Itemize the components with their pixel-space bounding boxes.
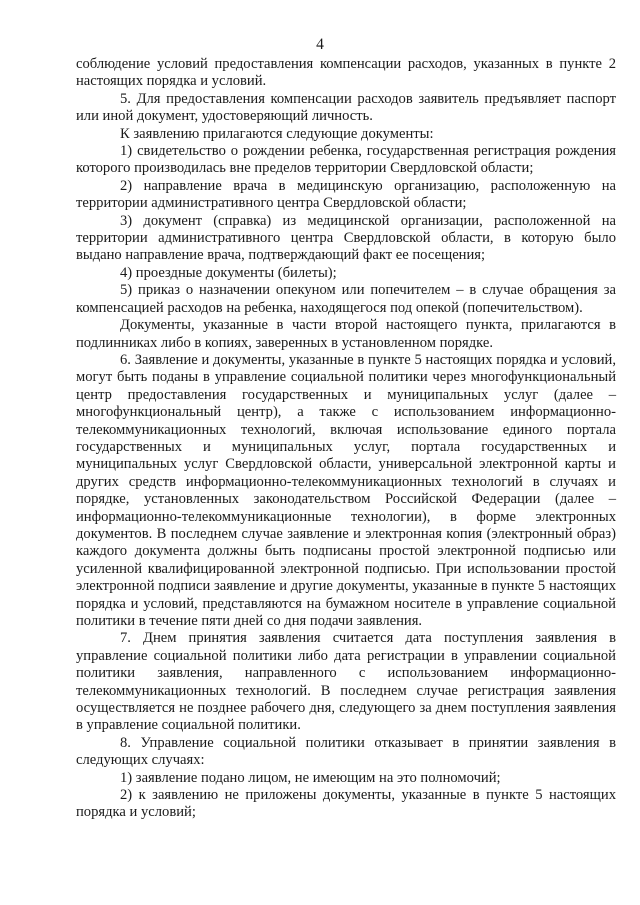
page-number: 4 xyxy=(316,36,324,53)
list-item: 2) направление врача в медицинскую организацию, расположенную на территории административного центра Свердловской области; xyxy=(76,177,616,212)
paragraph: 6. Заявление и документы, указанные в пункте 5 настоящих порядка и условий, могут быть поданы в управление социальной политики через многофункциональный центр предоставления государственных и муниципальных услуг (далее – многофункциональный центр), а также с использованием информационно-телекоммуникационных технологий, включая использование единого портала государственных и муниципальных услуг, портала государственных и муниципальных услуг Свердловской области, универсальной электронной карты и других средств информационно-телекоммуникационных технологий в случаях и порядке, установленных законодательством Российской Федерации (далее – информационно-телекоммуникационные технологии), в форме электронных документов. В последнем случае заявление и электронная копия (электронный образ) каждого документа должны быть подписаны простой электронной подписью или усиленной квалифицированной электронной подписью. При использовании простой электронной подписи заявление и другие документы, указанные в пункте 5 настоящих порядка и условий, представляются на бумажном носителе в управление социальной политики в течение пяти дней со дня подачи заявления. xyxy=(76,351,616,629)
paragraph: Документы, указанные в части второй настоящего пункта, прилагаются в подлинниках либо в копиях, заверенных в установленном порядке. xyxy=(76,317,616,351)
paragraph: К заявлению прилагаются следующие документы: xyxy=(120,125,434,142)
list-item: 4) проездные документы (билеты); xyxy=(120,264,337,281)
list-item: 1) свидетельство о рождении ребенка, государственная регистрация рождения которого производилась вне пределов территории Свердловской области; xyxy=(76,143,616,177)
list-item: 5) приказ о назначении опекуном или попечителем – в случае обращения за компенсацией расходов на ребенка, находящегося под опекой (попечительством). xyxy=(76,282,616,316)
paragraph: 7. Днем принятия заявления считается дата поступления заявления в управление социальной политики либо дата регистрации в управлении социальной политики заявления, направленного с использованием информационно-телекоммуникационных технологий. В последнем случае регистрация заявления осуществляется не позднее рабочего дня, следующего за днем поступления заявления в управление социальной политики. xyxy=(76,630,616,734)
paragraph: 5. Для предоставления компенсации расходов заявитель предъявляет паспорт или иной документ, удостоверяющий личность. xyxy=(76,90,616,125)
list-item: 3) документ (справка) из медицинской организации, расположенной на территории административного центра Свердловской области, в которую было выдано направление врача, подтверждающий факт ее посещения; xyxy=(76,212,616,264)
paragraph: соблюдение условий предоставления компенсации расходов, указанных в пункте 2 настоящих порядка и условий. xyxy=(76,56,616,90)
list-item: 2) к заявлению не приложены документы, указанные в пункте 5 настоящих порядка и условий; xyxy=(76,787,616,821)
paragraph: 8. Управление социальной политики отказывает в принятии заявления в следующих случаях: xyxy=(76,734,616,769)
document-body xyxy=(76,56,616,822)
list-item: 1) заявление подано лицом, не имеющим на это полномочий; xyxy=(120,769,501,786)
